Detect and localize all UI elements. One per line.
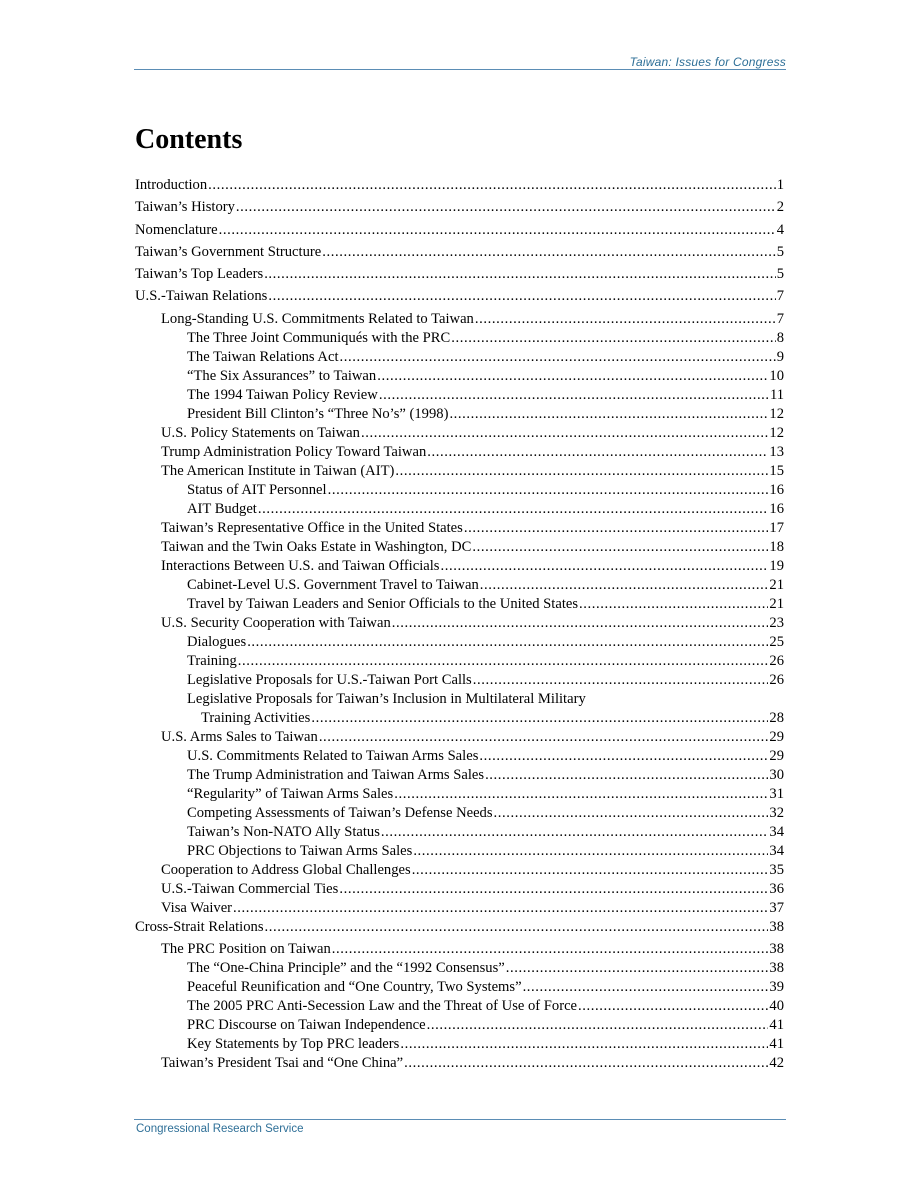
toc-page-number[interactable]: 29 bbox=[769, 728, 784, 745]
toc-dot-leader bbox=[480, 576, 769, 595]
toc-entry[interactable] bbox=[135, 940, 784, 959]
toc-entry[interactable] bbox=[135, 959, 784, 978]
toc-dot-leader bbox=[449, 405, 768, 424]
toc-entry[interactable] bbox=[135, 329, 784, 348]
toc-entry-label[interactable]: Taiwan’s Top Leaders bbox=[135, 266, 264, 283]
toc-page-number[interactable]: 42 bbox=[769, 1055, 784, 1072]
toc-dot-leader bbox=[233, 899, 768, 918]
toc-page-number[interactable]: 23 bbox=[769, 614, 784, 631]
toc-entry-label[interactable]: Taiwan and the Twin Oaks Estate in Washington, DC bbox=[161, 538, 472, 555]
toc-entry[interactable] bbox=[135, 557, 784, 576]
toc-dot-leader bbox=[523, 978, 769, 997]
toc-entry[interactable] bbox=[135, 652, 784, 671]
toc-page-number[interactable]: 38 bbox=[769, 918, 784, 935]
toc-page-number[interactable]: 5 bbox=[776, 243, 784, 260]
toc-dot-leader bbox=[472, 538, 768, 557]
toc-entry[interactable] bbox=[135, 747, 784, 766]
toc-entry-label[interactable]: “Regularity” of Taiwan Arms Sales bbox=[187, 785, 394, 802]
toc-entry-label[interactable]: The Taiwan Relations Act bbox=[187, 348, 339, 365]
toc-entry[interactable] bbox=[135, 823, 784, 842]
toc-entry-label[interactable]: Competing Assessments of Taiwan’s Defense Needs bbox=[187, 804, 493, 821]
toc-page-number[interactable]: 11 bbox=[769, 386, 784, 403]
toc-entry-label[interactable]: U.S. Security Cooperation with Taiwan bbox=[161, 614, 391, 631]
toc-entry[interactable] bbox=[135, 405, 784, 424]
toc-entry[interactable] bbox=[135, 310, 784, 329]
toc-entry-label[interactable]: Travel by Taiwan Leaders and Senior Officials to the United States bbox=[187, 595, 579, 612]
toc-entry-label[interactable]: Taiwan’s President Tsai and “One China” bbox=[161, 1055, 404, 1072]
toc-dot-leader bbox=[400, 1035, 768, 1054]
toc-dot-leader bbox=[579, 595, 768, 614]
page-title: Contents bbox=[135, 124, 243, 155]
toc-entry[interactable] bbox=[135, 690, 784, 709]
toc-dot-leader bbox=[479, 747, 768, 766]
toc-dot-leader bbox=[506, 959, 769, 978]
toc-entry-label[interactable]: The American Institute in Taiwan (AIT) bbox=[161, 462, 395, 479]
toc-entry-label[interactable]: Cross-Strait Relations bbox=[135, 918, 264, 935]
toc-dot-leader bbox=[238, 652, 769, 671]
toc-page-number[interactable]: 7 bbox=[776, 310, 784, 327]
toc-entry-label[interactable]: Taiwan’s Government Structure bbox=[135, 243, 322, 260]
toc-entry[interactable] bbox=[135, 519, 784, 538]
toc-entry[interactable] bbox=[135, 671, 784, 690]
toc-page-number[interactable]: 10 bbox=[769, 367, 784, 384]
toc-entry-label[interactable]: AIT Budget bbox=[187, 500, 257, 517]
toc-dot-leader bbox=[258, 500, 769, 519]
toc-page-number[interactable]: 26 bbox=[769, 652, 784, 669]
toc-entry-label[interactable]: Trump Administration Policy Toward Taiwan bbox=[161, 443, 427, 460]
toc-entry-label[interactable]: U.S. Policy Statements on Taiwan bbox=[161, 424, 360, 441]
toc-entry-label[interactable]: Cabinet-Level U.S. Government Travel to Taiwan bbox=[187, 576, 479, 593]
toc-page-number[interactable]: 37 bbox=[769, 899, 784, 916]
toc-entry-label[interactable]: The 1994 Taiwan Policy Review bbox=[187, 386, 378, 403]
toc-page-number[interactable]: 34 bbox=[769, 823, 784, 840]
toc-dot-leader bbox=[208, 176, 776, 195]
footer-rule bbox=[134, 1119, 786, 1120]
toc-page-number[interactable]: 15 bbox=[769, 462, 784, 479]
toc-page-number[interactable]: 17 bbox=[769, 519, 784, 536]
toc-dot-leader bbox=[361, 424, 768, 443]
toc-dot-leader bbox=[268, 287, 775, 306]
toc-entry[interactable] bbox=[135, 633, 784, 652]
toc-entry-label[interactable]: PRC Discourse on Taiwan Independence bbox=[187, 1017, 426, 1034]
toc-dot-leader bbox=[339, 880, 768, 899]
toc-page-number[interactable]: 41 bbox=[769, 1036, 784, 1053]
toc-entry[interactable] bbox=[135, 221, 784, 240]
toc-entry[interactable] bbox=[135, 1035, 784, 1054]
toc-page-number[interactable]: 21 bbox=[769, 595, 784, 612]
toc-entry-label[interactable]: President Bill Clinton’s “Three No’s” (1998) bbox=[187, 405, 449, 422]
toc-entry-label[interactable]: Training Activities bbox=[201, 709, 311, 726]
toc-entry-label[interactable]: Taiwan’s Representative Office in the United States bbox=[161, 519, 463, 536]
toc-page-number[interactable]: 40 bbox=[769, 998, 784, 1015]
toc-entry-label[interactable]: “The Six Assurances” to Taiwan bbox=[187, 367, 377, 384]
toc-entry[interactable] bbox=[135, 1054, 784, 1073]
toc-entry[interactable] bbox=[135, 899, 784, 918]
toc-page-number[interactable]: 4 bbox=[776, 221, 784, 238]
toc-entry-label[interactable]: Taiwan’s History bbox=[135, 199, 235, 216]
toc-page-number[interactable]: 25 bbox=[769, 633, 784, 650]
toc-dot-leader bbox=[440, 557, 768, 576]
table-of-contents bbox=[135, 176, 784, 1073]
toc-dot-leader bbox=[475, 310, 776, 329]
toc-page-number[interactable]: 34 bbox=[769, 842, 784, 859]
toc-dot-leader bbox=[379, 386, 769, 405]
toc-dot-leader bbox=[395, 462, 768, 481]
toc-page-number[interactable]: 13 bbox=[769, 443, 784, 460]
toc-entry-label[interactable]: Status of AIT Personnel bbox=[187, 481, 327, 498]
toc-dot-leader bbox=[247, 633, 768, 652]
toc-page-number[interactable]: 9 bbox=[776, 348, 784, 365]
toc-entry-label[interactable]: The “One-China Principle” and the “1992 Consensus” bbox=[187, 960, 505, 977]
toc-entry-label[interactable]: U.S. Commitments Related to Taiwan Arms Sales bbox=[187, 747, 479, 764]
toc-entry-label[interactable]: The Trump Administration and Taiwan Arms Sales bbox=[187, 766, 485, 783]
toc-entry[interactable] bbox=[135, 997, 784, 1016]
toc-entry[interactable] bbox=[135, 462, 784, 481]
toc-page-number[interactable]: 19 bbox=[769, 557, 784, 574]
toc-dot-leader bbox=[394, 785, 768, 804]
toc-page-number[interactable]: 36 bbox=[769, 880, 784, 897]
toc-entry-label[interactable]: Long-Standing U.S. Commitments Related to Taiwan bbox=[161, 310, 474, 327]
toc-page-number[interactable]: 18 bbox=[769, 538, 784, 555]
toc-dot-leader bbox=[322, 243, 775, 262]
toc-entry-label[interactable]: Visa Waiver bbox=[161, 899, 233, 916]
toc-page-number[interactable]: 28 bbox=[769, 709, 784, 726]
toc-dot-leader bbox=[332, 940, 769, 959]
toc-dot-leader bbox=[265, 918, 769, 937]
toc-dot-leader bbox=[578, 997, 768, 1016]
toc-entry[interactable] bbox=[135, 1016, 784, 1035]
toc-page-number[interactable]: 26 bbox=[769, 671, 784, 688]
toc-entry-label[interactable]: U.S.-Taiwan Relations bbox=[135, 288, 268, 305]
toc-entry-label[interactable]: The Three Joint Communiqués with the PRC bbox=[187, 329, 451, 346]
header-rule bbox=[134, 69, 786, 70]
toc-page-number[interactable]: 5 bbox=[776, 266, 784, 283]
toc-dot-leader bbox=[494, 804, 769, 823]
toc-entry-label[interactable]: The PRC Position on Taiwan bbox=[161, 941, 331, 958]
toc-dot-leader bbox=[485, 766, 768, 785]
footer-text: Congressional Research Service bbox=[136, 1123, 304, 1135]
toc-dot-leader bbox=[311, 709, 768, 728]
toc-entry-label[interactable]: Interactions Between U.S. and Taiwan Officials bbox=[161, 557, 440, 574]
toc-entry[interactable] bbox=[135, 243, 784, 262]
toc-entry[interactable] bbox=[135, 785, 784, 804]
toc-page-number[interactable]: 30 bbox=[769, 766, 784, 783]
toc-entry[interactable] bbox=[135, 842, 784, 861]
toc-entry[interactable] bbox=[135, 500, 784, 519]
toc-dot-leader bbox=[392, 614, 769, 633]
toc-entry[interactable] bbox=[135, 265, 784, 284]
toc-dot-leader bbox=[404, 1054, 768, 1073]
toc-dot-leader bbox=[377, 367, 768, 386]
toc-page-number[interactable]: 21 bbox=[769, 576, 784, 593]
toc-entry-label[interactable]: Cooperation to Address Global Challenges bbox=[161, 861, 411, 878]
toc-page-number[interactable]: 32 bbox=[769, 804, 784, 821]
toc-entry-label[interactable]: Legislative Proposals for Taiwan’s Inclusion in Multilateral Military bbox=[187, 690, 586, 707]
toc-page-number[interactable]: 39 bbox=[769, 979, 784, 996]
toc-entry-label[interactable]: U.S.-Taiwan Commercial Ties bbox=[161, 880, 339, 897]
running-header: Taiwan: Issues for Congress bbox=[629, 55, 786, 69]
toc-dot-leader bbox=[473, 671, 769, 690]
toc-entry[interactable] bbox=[135, 367, 784, 386]
toc-dot-leader bbox=[236, 198, 776, 217]
toc-entry[interactable] bbox=[135, 287, 784, 306]
toc-entry-label[interactable]: PRC Objections to Taiwan Arms Sales bbox=[187, 842, 413, 859]
toc-dot-leader bbox=[427, 1016, 769, 1035]
toc-dot-leader bbox=[451, 329, 775, 348]
toc-entry[interactable] bbox=[135, 481, 784, 500]
toc-entry[interactable] bbox=[135, 386, 784, 405]
toc-entry[interactable] bbox=[135, 538, 784, 557]
toc-dot-leader bbox=[427, 443, 768, 462]
toc-dot-leader bbox=[319, 728, 769, 747]
toc-dot-leader bbox=[264, 265, 776, 284]
toc-page-number[interactable]: 29 bbox=[769, 747, 784, 764]
toc-entry[interactable] bbox=[135, 595, 784, 614]
toc-entry[interactable] bbox=[135, 918, 784, 937]
toc-page-number[interactable]: 16 bbox=[769, 481, 784, 498]
toc-dot-leader bbox=[381, 823, 769, 842]
toc-page-number[interactable]: 35 bbox=[769, 861, 784, 878]
toc-entry[interactable] bbox=[135, 880, 784, 899]
toc-entry-label[interactable]: Dialogues bbox=[187, 633, 247, 650]
toc-page-number[interactable]: 31 bbox=[769, 785, 784, 802]
toc-page-number[interactable]: 38 bbox=[769, 960, 784, 977]
toc-entry[interactable] bbox=[135, 176, 784, 195]
toc-entry-label[interactable]: U.S. Arms Sales to Taiwan bbox=[161, 728, 318, 745]
toc-dot-leader bbox=[412, 861, 769, 880]
toc-entry-label[interactable]: The 2005 PRC Anti-Secession Law and the Threat of Use of Force bbox=[187, 998, 578, 1015]
toc-entry[interactable] bbox=[135, 804, 784, 823]
toc-entry-label[interactable]: Nomenclature bbox=[135, 221, 218, 238]
toc-entry[interactable] bbox=[135, 443, 784, 462]
toc-page-number[interactable]: 41 bbox=[769, 1017, 784, 1034]
toc-entry[interactable] bbox=[135, 614, 784, 633]
toc-page-number[interactable]: 12 bbox=[769, 424, 784, 441]
toc-entry[interactable] bbox=[135, 198, 784, 217]
toc-dot-leader bbox=[328, 481, 769, 500]
toc-entry-label[interactable]: Legislative Proposals for U.S.-Taiwan Port Calls bbox=[187, 671, 472, 688]
toc-entry[interactable] bbox=[135, 766, 784, 785]
toc-page-number[interactable]: 2 bbox=[776, 199, 784, 216]
toc-entry[interactable] bbox=[135, 978, 784, 997]
toc-entry[interactable] bbox=[135, 424, 784, 443]
toc-entry-label[interactable]: Key Statements by Top PRC leaders bbox=[187, 1036, 400, 1053]
toc-page-number[interactable]: 1 bbox=[776, 177, 784, 193]
toc-page-number[interactable]: 12 bbox=[769, 405, 784, 422]
toc-entry[interactable] bbox=[135, 576, 784, 595]
toc-page-number[interactable]: 16 bbox=[769, 500, 784, 517]
toc-dot-leader bbox=[464, 519, 769, 538]
toc-page-number[interactable]: 8 bbox=[776, 329, 784, 346]
toc-page-number[interactable]: 38 bbox=[769, 941, 784, 958]
toc-page-number[interactable]: 7 bbox=[776, 288, 784, 305]
toc-entry[interactable] bbox=[135, 861, 784, 880]
toc-dot-leader bbox=[413, 842, 768, 861]
toc-entry[interactable] bbox=[135, 728, 784, 747]
toc-entry-label[interactable]: Peaceful Reunification and “One Country, Two Systems” bbox=[187, 979, 522, 996]
toc-entry-label[interactable]: Training bbox=[187, 652, 237, 669]
toc-entry[interactable] bbox=[135, 709, 784, 728]
toc-dot-leader bbox=[219, 221, 776, 240]
toc-entry-label[interactable]: Taiwan’s Non-NATO Ally Status bbox=[187, 823, 380, 840]
toc-entry[interactable] bbox=[135, 348, 784, 367]
toc-dot-leader bbox=[340, 348, 776, 367]
toc-entry-label[interactable]: Introduction bbox=[135, 177, 208, 193]
